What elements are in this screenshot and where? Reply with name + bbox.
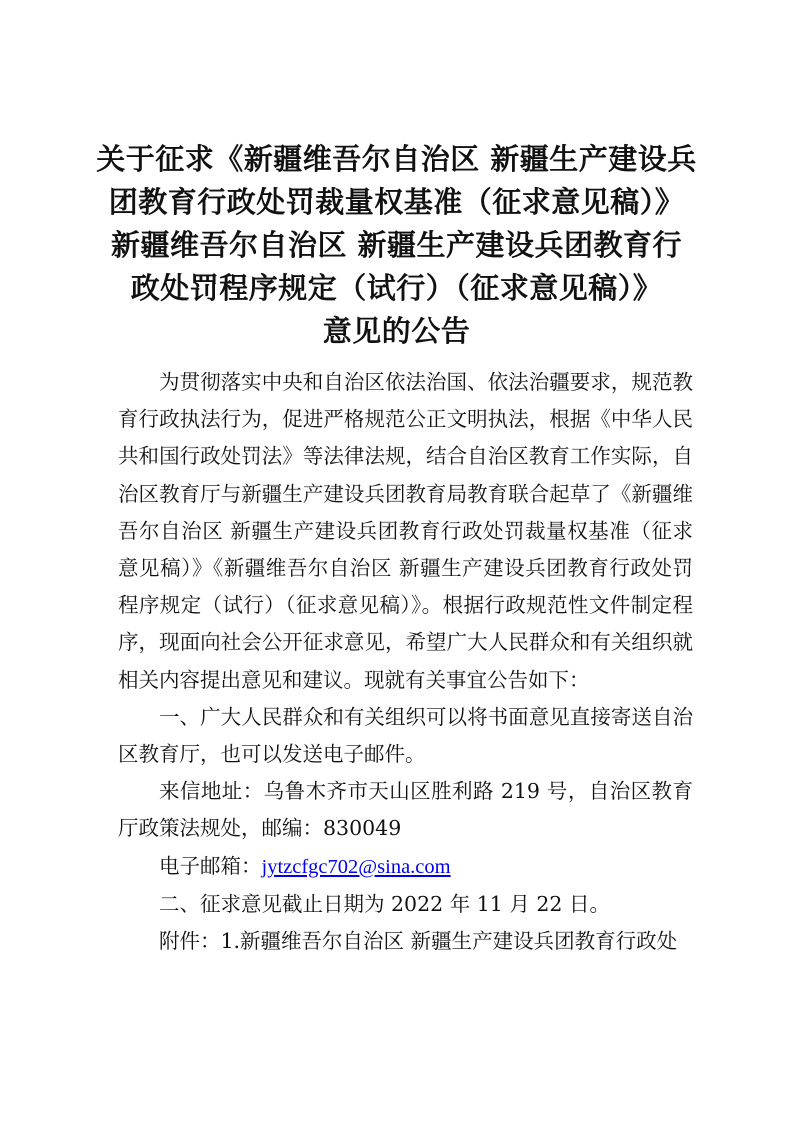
email-label: 电子邮箱： (159, 853, 262, 878)
attachment-paragraph: 附件：1.新疆维吾尔自治区 新疆生产建设兵团教育行政处 (159, 929, 678, 954)
item-two-paragraph: 二、征求意见截止日期为 2022 年 11 月 22 日。 (159, 891, 610, 916)
title-line-5: 意见的公告 (322, 314, 471, 348)
title-line-3: 新疆维吾尔自治区 新疆生产建设兵团教育行 (110, 228, 683, 262)
page-title (80, 138, 713, 353)
email-paragraph (118, 848, 693, 886)
intro-paragraph: 为贯彻落实中央和自治区依法治国、依法治疆要求，规范教育行政执法行为，促进严格规范公正文明执法，根据《中华人民共和国行政处罚法》等法律法规，结合自治区教育工作实际，自治区教育厅与新疆生产建设兵团教育局教育联合起草了《新疆维吾尔自治区 新疆生产建设兵团教育行政处罚裁量权基准（征求意见稿）》《新疆维吾尔自治区 新疆生产建设兵团教育行政处罚程序规定（试行）（征求意见稿）》。根据行政规范性文件制定程序，现面向社会公开征求意见，希望广大人民群众和有关组织就相关内容提出意见和建议。现就有关事宜公告如下： (118, 370, 693, 692)
title-line-4: 政处罚程序规定（试行）（征求意见稿）》 (130, 271, 663, 305)
title-line-2: 团教育行政处罚裁量权基准（征求意见稿）》 (108, 185, 685, 219)
address-paragraph: 来信地址：乌鲁木齐市天山区胜利路 219 号，自治区教育厅政策法规处，邮编：830049 (118, 779, 693, 841)
document-body (118, 364, 693, 960)
title-line-1: 关于征求《新疆维吾尔自治区 新疆生产建设兵 (96, 142, 697, 176)
item-one-paragraph: 一、广大人民群众和有关组织可以将书面意见直接寄送自治区教育厅，也可以发送电子邮件。 (118, 704, 693, 767)
email-link[interactable]: jytzcfgc702@sina.com (261, 855, 451, 878)
